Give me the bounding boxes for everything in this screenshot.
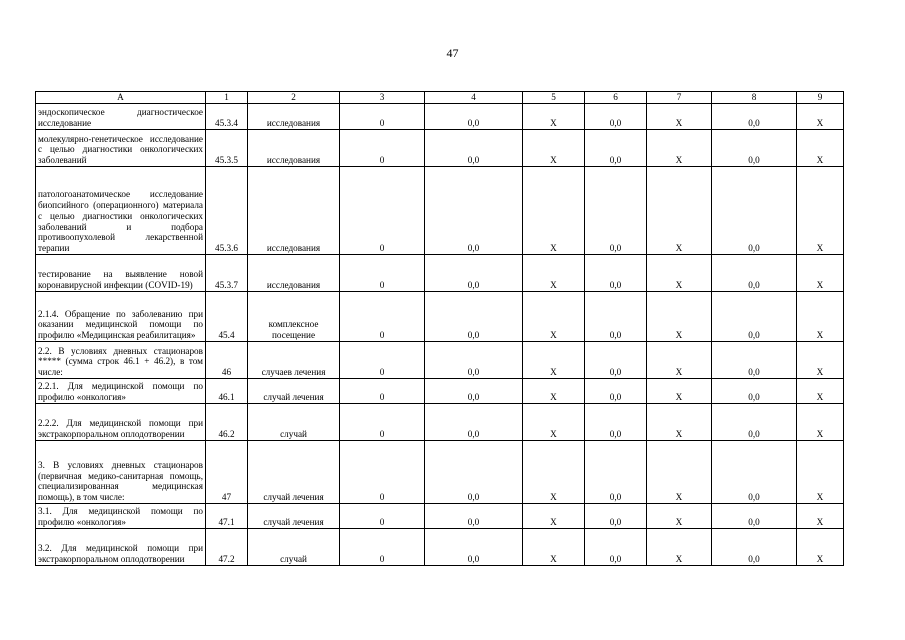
table-row <box>36 441 844 504</box>
row-value-8: 0,0 <box>712 404 797 441</box>
row-value-8: 0,0 <box>712 504 797 529</box>
row-value-8: 0,0 <box>712 379 797 404</box>
table-row <box>36 255 844 292</box>
row-value-9: Х <box>797 441 844 504</box>
row-code: 46.1 <box>206 379 248 404</box>
row-value-5: Х <box>523 441 585 504</box>
row-unit: исследования <box>248 104 340 130</box>
table-row <box>36 104 844 130</box>
header-cell: 7 <box>647 92 712 104</box>
row-value-6: 0,0 <box>585 292 647 342</box>
row-value-4: 0,0 <box>425 292 523 342</box>
row-value-8: 0,0 <box>712 342 797 379</box>
row-value-5: Х <box>523 504 585 529</box>
row-value-7: Х <box>647 529 712 566</box>
row-value-6: 0,0 <box>585 342 647 379</box>
row-value-5: Х <box>523 379 585 404</box>
page-number: 47 <box>446 46 459 60</box>
row-code: 47.2 <box>206 529 248 566</box>
indicator-table <box>35 91 844 566</box>
header-cell: 6 <box>585 92 647 104</box>
table-row <box>36 292 844 342</box>
table-row <box>36 504 844 529</box>
row-value-7: Х <box>647 404 712 441</box>
row-value-3: 0 <box>340 130 425 167</box>
row-name: тестирование на выявление новой коронавирусной инфекции (COVID-19) <box>36 255 206 292</box>
header-cell: 2 <box>248 92 340 104</box>
row-name: 2.1.4. Обращение по заболеванию при оказании медицинской помощи по профилю «Медицинская реабилитация» <box>36 292 206 342</box>
row-value-6: 0,0 <box>585 379 647 404</box>
row-value-3: 0 <box>340 255 425 292</box>
row-code: 46.2 <box>206 404 248 441</box>
row-value-7: Х <box>647 292 712 342</box>
row-unit: исследования <box>248 255 340 292</box>
row-value-3: 0 <box>340 292 425 342</box>
row-value-9: Х <box>797 379 844 404</box>
row-value-8: 0,0 <box>712 130 797 167</box>
row-value-6: 0,0 <box>585 130 647 167</box>
header-cell: 5 <box>523 92 585 104</box>
row-name: молекулярно-генетическое исследование с целью диагностики онкологических заболеваний <box>36 130 206 167</box>
header-cell: А <box>36 92 206 104</box>
row-value-4: 0,0 <box>425 167 523 255</box>
row-value-7: Х <box>647 504 712 529</box>
row-code: 45.3.6 <box>206 167 248 255</box>
row-value-7: Х <box>647 130 712 167</box>
row-value-3: 0 <box>340 342 425 379</box>
row-value-9: Х <box>797 504 844 529</box>
row-value-6: 0,0 <box>585 167 647 255</box>
row-code: 45.3.7 <box>206 255 248 292</box>
table-header-row <box>36 92 844 104</box>
row-value-8: 0,0 <box>712 441 797 504</box>
table-row <box>36 130 844 167</box>
row-value-6: 0,0 <box>585 504 647 529</box>
row-code: 45.3.4 <box>206 104 248 130</box>
row-name: патологоанатомическое исследование биопсийного (операционного) материала с целью диагностики онкологических заболеваний и подбора противоопухолевой лекарственной терапии <box>36 167 206 255</box>
table-row <box>36 342 844 379</box>
row-unit: случай <box>248 404 340 441</box>
row-name: 3. В условиях дневных стационаров (первичная медико-санитарная помощь, специализированная медицинская помощь), в том числе: <box>36 441 206 504</box>
row-name: 3.2. Для медицинской помощи при экстракорпоральном оплодотворении <box>36 529 206 566</box>
row-code: 46 <box>206 342 248 379</box>
row-unit: случаев лечения <box>248 342 340 379</box>
row-name: 2.2. В условиях дневных стационаров ***** (сумма строк 46.1 + 46.2), в том числе: <box>36 342 206 379</box>
row-value-7: Х <box>647 441 712 504</box>
row-value-8: 0,0 <box>712 292 797 342</box>
row-value-4: 0,0 <box>425 404 523 441</box>
row-value-9: Х <box>797 342 844 379</box>
row-value-3: 0 <box>340 167 425 255</box>
row-value-6: 0,0 <box>585 104 647 130</box>
row-code: 45.4 <box>206 292 248 342</box>
row-value-4: 0,0 <box>425 379 523 404</box>
row-value-3: 0 <box>340 104 425 130</box>
table-row <box>36 529 844 566</box>
row-value-4: 0,0 <box>425 441 523 504</box>
row-value-9: Х <box>797 529 844 566</box>
row-value-7: Х <box>647 379 712 404</box>
row-name: 3.1. Для медицинской помощи по профилю «онкология» <box>36 504 206 529</box>
row-value-4: 0,0 <box>425 504 523 529</box>
row-value-9: Х <box>797 167 844 255</box>
row-value-6: 0,0 <box>585 404 647 441</box>
row-value-5: Х <box>523 167 585 255</box>
row-value-9: Х <box>797 104 844 130</box>
row-unit: случай лечения <box>248 441 340 504</box>
row-value-3: 0 <box>340 529 425 566</box>
row-unit: исследования <box>248 130 340 167</box>
row-name: 2.2.1. Для медицинской помощи по профилю «онкология» <box>36 379 206 404</box>
row-value-5: Х <box>523 130 585 167</box>
row-unit: комплексное посещение <box>248 292 340 342</box>
row-value-5: Х <box>523 342 585 379</box>
row-unit: случай лечения <box>248 379 340 404</box>
row-code: 45.3.5 <box>206 130 248 167</box>
header-cell: 8 <box>712 92 797 104</box>
row-value-8: 0,0 <box>712 255 797 292</box>
row-value-6: 0,0 <box>585 255 647 292</box>
row-code: 47 <box>206 441 248 504</box>
row-value-4: 0,0 <box>425 104 523 130</box>
row-value-4: 0,0 <box>425 130 523 167</box>
row-value-8: 0,0 <box>712 167 797 255</box>
row-value-5: Х <box>523 529 585 566</box>
row-value-3: 0 <box>340 404 425 441</box>
row-value-9: Х <box>797 292 844 342</box>
row-value-6: 0,0 <box>585 441 647 504</box>
row-value-5: Х <box>523 104 585 130</box>
table-row <box>36 167 844 255</box>
header-cell: 9 <box>797 92 844 104</box>
row-value-7: Х <box>647 104 712 130</box>
row-value-4: 0,0 <box>425 529 523 566</box>
row-name: эндоскопическое диагностическое исследование <box>36 104 206 130</box>
row-value-8: 0,0 <box>712 104 797 130</box>
row-value-9: Х <box>797 130 844 167</box>
row-value-6: 0,0 <box>585 529 647 566</box>
row-value-4: 0,0 <box>425 342 523 379</box>
header-cell: 3 <box>340 92 425 104</box>
row-value-5: Х <box>523 404 585 441</box>
row-value-3: 0 <box>340 379 425 404</box>
row-value-3: 0 <box>340 504 425 529</box>
row-value-7: Х <box>647 255 712 292</box>
row-unit: исследования <box>248 167 340 255</box>
row-value-3: 0 <box>340 441 425 504</box>
row-value-4: 0,0 <box>425 255 523 292</box>
row-unit: случай <box>248 529 340 566</box>
header-cell: 1 <box>206 92 248 104</box>
row-value-7: Х <box>647 342 712 379</box>
row-value-8: 0,0 <box>712 529 797 566</box>
row-value-9: Х <box>797 404 844 441</box>
table-row <box>36 379 844 404</box>
row-value-9: Х <box>797 255 844 292</box>
row-value-5: Х <box>523 292 585 342</box>
table-row <box>36 404 844 441</box>
row-value-7: Х <box>647 167 712 255</box>
header-cell: 4 <box>425 92 523 104</box>
row-code: 47.1 <box>206 504 248 529</box>
row-unit: случай лечения <box>248 504 340 529</box>
row-name: 2.2.2. Для медицинской помощи при экстракорпоральном оплодотворении <box>36 404 206 441</box>
row-value-5: Х <box>523 255 585 292</box>
